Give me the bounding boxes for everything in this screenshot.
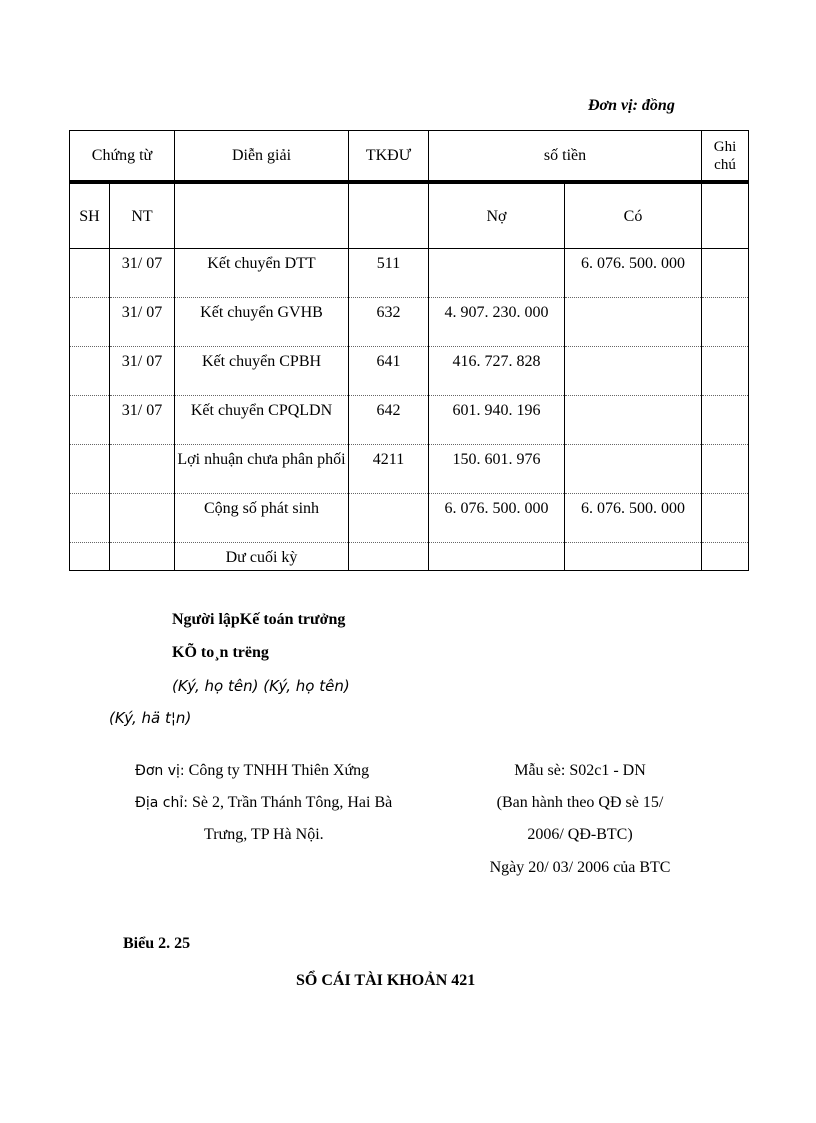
- cell-no: [429, 249, 565, 298]
- cell-nt: [110, 494, 175, 543]
- header-tkdu: TKĐƯ: [349, 131, 429, 183]
- cell-sh: [70, 543, 110, 571]
- cell-no: 6. 076. 500. 000: [429, 494, 565, 543]
- subheader-co: Có: [565, 182, 702, 249]
- cell-dien-giai: Kết chuyển DTT: [175, 249, 349, 298]
- cell-co: [565, 298, 702, 347]
- subheader-row: [70, 182, 749, 249]
- address-line-2: Trưng, TP Hà Nội.: [204, 826, 324, 843]
- header-dien-giai: Diễn giải: [175, 131, 349, 183]
- cell-dien-giai: Cộng số phát sinh: [175, 494, 349, 543]
- cell-sh: [70, 249, 110, 298]
- cell-nt: 31/ 07: [110, 249, 175, 298]
- cell-dien-giai: Kết chuyển CPQLDN: [175, 396, 349, 445]
- table-row: [70, 249, 749, 298]
- decision-date: Ngày 20/ 03/ 2006 của BTC: [489, 859, 671, 876]
- cell-tkdu: 642: [349, 396, 429, 445]
- cell-ghi-chu: [702, 445, 749, 494]
- subheader-empty: [702, 182, 749, 249]
- cell-no: 4. 907. 230. 000: [429, 298, 565, 347]
- unit-label: Đơn vị: đồng: [588, 97, 675, 114]
- cell-nt: 31/ 07: [110, 396, 175, 445]
- header-ghi-chu: Ghi chú: [702, 131, 749, 183]
- decision-line-2: 2006/ QĐ-BTC): [527, 826, 633, 843]
- cell-dien-giai: Lợi nhuận chưa phân phối: [175, 445, 349, 494]
- company-line: [135, 762, 369, 780]
- subheader-no: Nợ: [429, 182, 565, 249]
- cell-tkdu: [349, 543, 429, 571]
- cell-co: 6. 076. 500. 000: [565, 494, 702, 543]
- cell-tkdu: 511: [349, 249, 429, 298]
- cell-dien-giai: Kết chuyển GVHB: [175, 298, 349, 347]
- cell-nt: 31/ 07: [110, 298, 175, 347]
- address-line: [135, 794, 392, 812]
- cell-dien-giai: Kết chuyển CPBH: [175, 347, 349, 396]
- cell-ghi-chu: [702, 543, 749, 571]
- signature-notes: (Ký, họ tên) (Ký, họ tên): [172, 677, 350, 695]
- subheader-nt: NT: [110, 182, 175, 249]
- cell-sh: [70, 396, 110, 445]
- cell-ghi-chu: [702, 396, 749, 445]
- cell-co: 6. 076. 500. 000: [565, 249, 702, 298]
- table-row: [70, 445, 749, 494]
- table-row: [70, 543, 749, 571]
- signature-title-garbled: KÕ to¸n trëng: [172, 644, 269, 661]
- cell-tkdu: [349, 494, 429, 543]
- cell-no: 150. 601. 976: [429, 445, 565, 494]
- cell-sh: [70, 445, 110, 494]
- cell-dien-giai: Dư cuối kỳ: [175, 543, 349, 571]
- signature-note-garbled: (Ký, hä t¦n): [109, 709, 192, 727]
- cell-tkdu: 632: [349, 298, 429, 347]
- table-row: [70, 396, 749, 445]
- cell-sh: [70, 298, 110, 347]
- cell-no: 601. 940. 196: [429, 396, 565, 445]
- subheader-empty: [175, 182, 349, 249]
- cell-ghi-chu: [702, 249, 749, 298]
- form-number: Mẫu sè: S02c1 - DN: [514, 762, 646, 779]
- cell-nt: 31/ 07: [110, 347, 175, 396]
- ledger-table: [69, 130, 749, 571]
- dia-chi-value: Sè 2, Trần Thánh Tông, Hai Bà: [191, 794, 393, 811]
- table-row: [70, 347, 749, 396]
- cell-co: [565, 396, 702, 445]
- header-so-tien: số tiền: [429, 131, 702, 183]
- bieu-label: Biểu 2. 25: [123, 935, 191, 952]
- subheader-empty: [349, 182, 429, 249]
- cell-sh: [70, 494, 110, 543]
- cell-nt: [110, 543, 175, 571]
- dia-chi-label: Địa chỉ:: [135, 795, 188, 811]
- table-row: [70, 298, 749, 347]
- decision-line-1: (Ban hành theo QĐ sè 15/: [496, 794, 664, 811]
- page-title: SỔ CÁI TÀI KHOẢN 421: [296, 972, 476, 989]
- signature-titles: Người lậpKế toán trưởng: [172, 611, 346, 628]
- don-vi-label: Đơn vị:: [135, 763, 185, 779]
- subheader-sh: SH: [70, 182, 110, 249]
- header-row: [70, 131, 749, 183]
- cell-co: [565, 445, 702, 494]
- cell-no: [429, 543, 565, 571]
- cell-nt: [110, 445, 175, 494]
- cell-co: [565, 347, 702, 396]
- cell-sh: [70, 347, 110, 396]
- cell-ghi-chu: [702, 347, 749, 396]
- cell-co: [565, 543, 702, 571]
- cell-ghi-chu: [702, 494, 749, 543]
- table-row: [70, 494, 749, 543]
- don-vi-value: Công ty TNHH Thiên Xứng: [188, 762, 370, 779]
- cell-no: 416. 727. 828: [429, 347, 565, 396]
- cell-tkdu: 641: [349, 347, 429, 396]
- header-chung-tu: Chứng từ: [70, 131, 175, 183]
- cell-tkdu: 4211: [349, 445, 429, 494]
- cell-ghi-chu: [702, 298, 749, 347]
